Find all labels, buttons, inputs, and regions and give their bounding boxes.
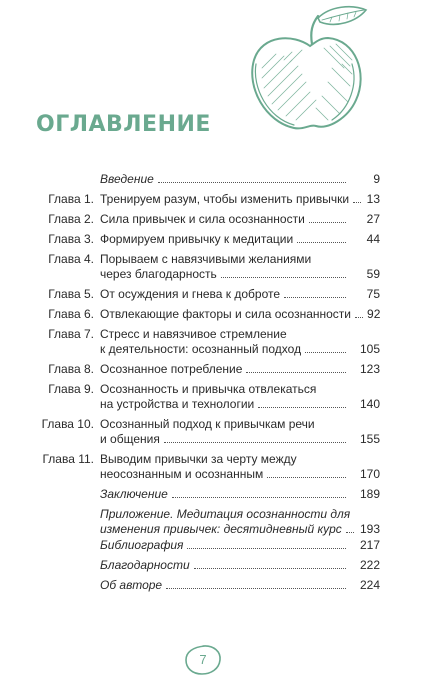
toc-page-number: 44 [366,232,380,246]
toc-page-number: 123 [359,362,380,376]
toc-heading: ОГЛАВЛЕНИЕ [36,112,211,137]
toc-page-number: 75 [366,287,380,301]
toc-title-line: через благодарность [100,267,217,281]
toc-title-line: Сила привычек и сила осознанности [100,212,305,226]
toc-title-line: Заключение [100,487,168,501]
toc-page-number: 140 [359,397,380,411]
toc-title-line: Тренируем разум, чтобы изменить привычки [100,192,350,206]
toc-page-number: 224 [359,578,380,592]
toc-entry[interactable] [14,172,380,187]
toc-entry[interactable] [14,362,380,377]
dot-leader [194,568,346,569]
toc-title-line: От осуждения и гнева к доброте [100,287,281,301]
toc-entry[interactable] [14,507,380,537]
toc-chapter-label: Глава 3. [48,232,94,246]
toc-title-line: на устройства и технологии [100,397,255,411]
toc-page-number: 170 [359,467,380,481]
toc-chapter-label: Глава 11. [42,452,94,466]
toc-chapter-label: Глава 8. [48,362,94,376]
toc-chapter-label: Глава 7. [48,327,94,341]
dot-leader [164,442,346,443]
toc-page-number: 59 [366,267,380,281]
toc-entry[interactable] [14,452,380,482]
page-number-badge [183,643,223,677]
dot-leader [172,497,346,498]
toc-title-line: и общения [100,432,160,446]
toc-entry[interactable] [14,287,380,302]
toc-title-line: Осознанность и привычка отвлекаться [100,382,317,396]
toc-entry[interactable] [14,578,380,593]
toc-entry[interactable] [14,212,380,227]
dot-leader [309,222,346,223]
dot-leader [353,202,361,203]
table-of-contents [14,172,380,598]
toc-entry[interactable] [14,558,380,573]
toc-chapter-label: Глава 1. [48,192,94,206]
dot-leader [297,242,346,243]
toc-title-line: Благодарности [100,558,190,572]
toc-chapter-label: Глава 6. [48,307,94,321]
toc-page-number: 155 [359,432,380,446]
toc-title-line: Формируем привычку к медитации [100,232,294,246]
toc-page-number: 189 [359,487,380,501]
dot-leader [258,407,346,408]
toc-entry[interactable] [14,327,380,357]
toc-chapter-label: Глава 5. [48,287,94,301]
toc-title-line: Отвлекающие факторы и сила осознанности [100,307,352,321]
toc-title-line: Приложение. Медитация осознанности для [100,507,351,521]
toc-title-line: Выводим привычки за черту между [100,452,297,466]
toc-entry[interactable] [14,382,380,412]
toc-chapter-label: Глава 2. [48,212,94,226]
dot-leader [158,182,346,183]
dot-leader [355,317,363,318]
dot-leader [284,297,346,298]
toc-title-line: Осознанный подход к привычкам речи [100,417,315,431]
dot-leader [346,532,354,533]
dot-leader [187,548,346,549]
toc-chapter-label: Глава 10. [41,417,94,431]
toc-title-line: Об авторе [100,578,163,592]
toc-page-number: 27 [366,212,380,226]
toc-page-number: 222 [359,558,380,572]
toc-chapter-label: Глава 9. [48,382,94,396]
page-number: 7 [199,652,207,667]
apple-sketch-icon [232,4,378,136]
toc-page-number: 105 [359,342,380,356]
toc-title-line: Библиография [100,538,184,552]
toc-entry[interactable] [14,232,380,247]
toc-page-number: 92 [367,307,381,321]
toc-title-line: Введение [100,172,154,186]
toc-title-line: к деятельности: осознанный подход [100,342,302,356]
dot-leader [305,352,346,353]
toc-entry[interactable] [14,538,380,553]
toc-title-line: Стресс и навязчивое стремление [100,327,287,341]
dot-leader [267,477,346,478]
toc-entry[interactable] [14,487,380,502]
toc-page-number: 9 [373,172,380,186]
toc-chapter-label: Глава 4. [48,252,94,266]
toc-page-number: 13 [366,192,380,206]
toc-title-line: Осознанное потребление [100,362,243,376]
toc-title-line: неосознанным и осознанным [100,467,264,481]
toc-page-number: 217 [359,538,380,552]
toc-title-line: Порываем с навязчивыми желаниями [100,252,312,266]
toc-entry[interactable] [14,417,380,447]
toc-entry[interactable] [14,252,380,282]
toc-title-line: изменения привычек: десятидневный курс [100,522,342,536]
dot-leader [166,588,346,589]
toc-page-number: 193 [359,522,380,536]
toc-entry[interactable] [14,192,380,207]
dot-leader [221,277,346,278]
dot-leader [246,372,346,373]
toc-entry[interactable] [14,307,380,322]
